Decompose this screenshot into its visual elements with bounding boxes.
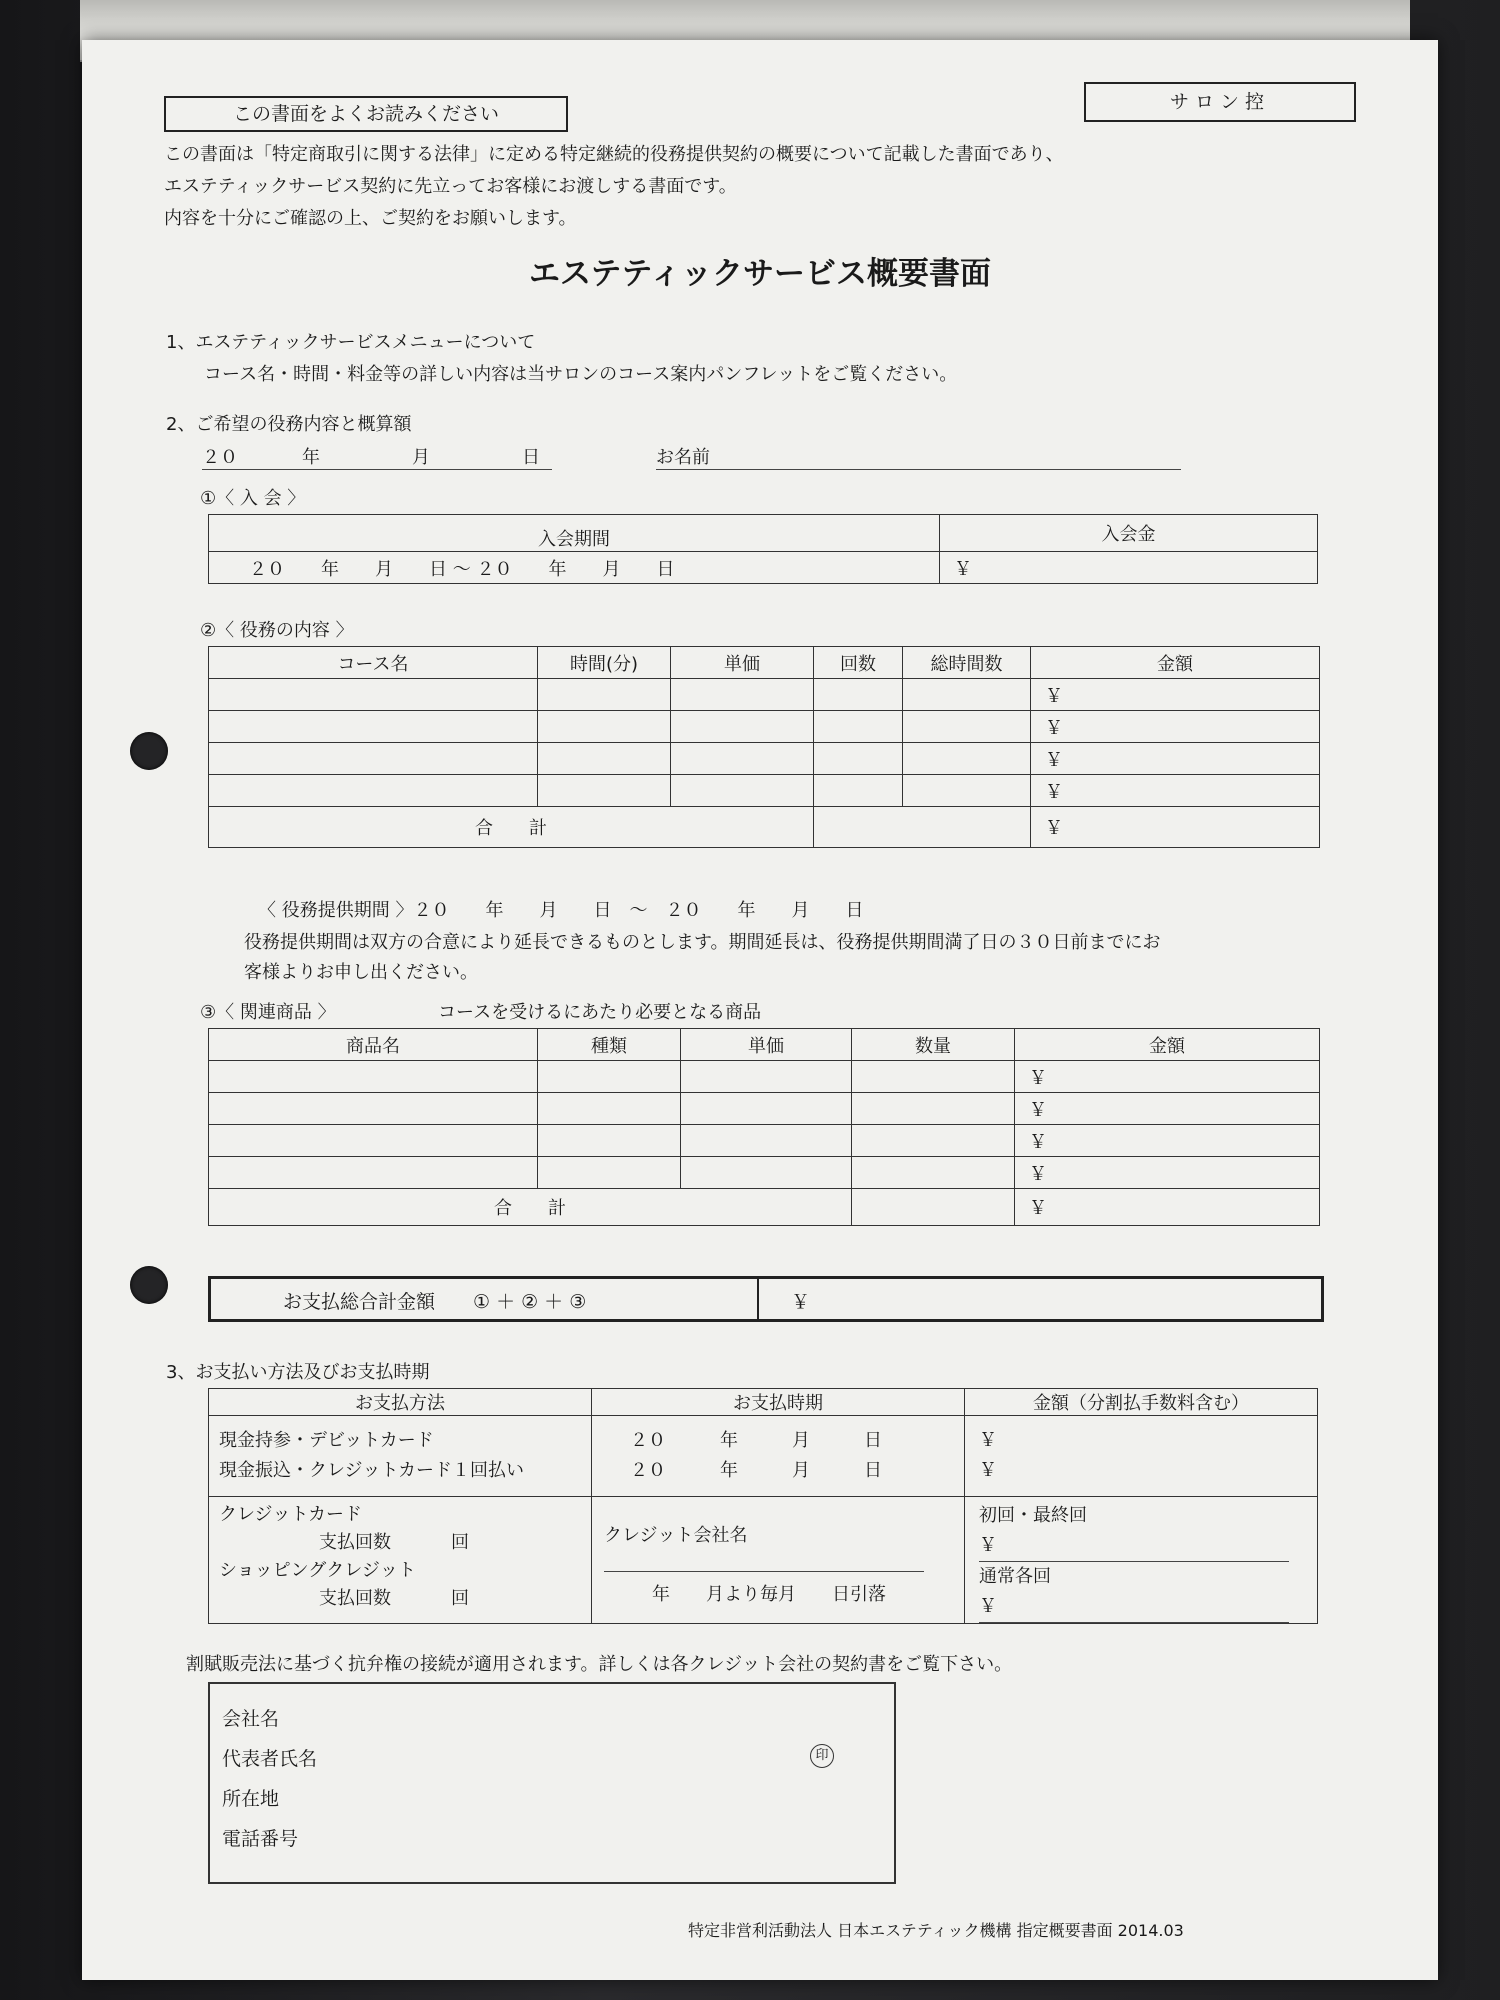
grand-total-label: お支払総合計金額 ① ＋ ② ＋ ③ <box>283 1291 587 1313</box>
document-page <box>82 40 1438 1980</box>
services-header-amount: 金額 <box>1031 647 1320 679</box>
payment-amount-credit[interactable]: 初回・最終回 ￥ 通常各回 ￥ <box>965 1497 1318 1624</box>
service-period-line: 〈 役務提供期間 〉２０ 年 月 日 ～ ２０ 年 月 日 <box>258 900 864 921</box>
amount-cell[interactable]: ￥ <box>1015 1157 1320 1189</box>
intro-line: 内容を十分にご確認の上、ご契約をお願いします。 <box>164 208 577 229</box>
products-header-type: 種類 <box>538 1029 681 1061</box>
table-row <box>209 711 1320 743</box>
company-info-box <box>208 1682 896 1884</box>
section1-heading: 1、エステティックサービスメニューについて <box>166 332 536 353</box>
customer-name-field[interactable]: お名前 <box>656 443 1181 470</box>
punch-hole <box>130 732 168 770</box>
table-row <box>209 1061 1320 1093</box>
services-header-unit-price: 単価 <box>671 647 814 679</box>
products-header-quantity: 数量 <box>852 1029 1015 1061</box>
payment-method-cash: 現金持参・デビットカード 現金振込・クレジットカード１回払い <box>209 1416 592 1497</box>
payment-timing-cash[interactable]: ２０ 年 月 日 ２０ 年 月 日 <box>592 1416 965 1497</box>
enrollment-period-value[interactable]: ２０ 年 月 日 ～ ２０ 年 月 日 <box>209 552 940 584</box>
payment-header-timing: お支払時期 <box>592 1389 965 1416</box>
amount-cell[interactable]: ￥ <box>1031 775 1320 807</box>
intro-line: この書面は「特定商取引に関する法律」に定める特定継続的役務提供契約の概要について記載した書面であり、 <box>164 144 1064 165</box>
payment-header-method: お支払方法 <box>209 1389 592 1416</box>
table-row <box>209 743 1320 775</box>
table-row <box>209 679 1320 711</box>
products-table <box>208 1028 1320 1226</box>
enrollment-fee-header: 入会金 <box>940 515 1318 552</box>
products-heading-note: コースを受けるにあたり必要となる商品 <box>438 1002 762 1023</box>
service-period-note: 役務提供期間は双方の合意により延長できるものとします。期間延長は、役務提供期間満了日の３０日前までにお <box>244 932 1161 953</box>
payment-table <box>208 1388 1318 1624</box>
services-header-total-hours: 総時間数 <box>903 647 1031 679</box>
contract-date-line: ２０ 年 月 日 <box>202 443 552 470</box>
grand-total-box <box>208 1276 1324 1322</box>
enrollment-table <box>208 514 1318 584</box>
services-header-count: 回数 <box>814 647 903 679</box>
phone-label: 電話番号 <box>222 1828 299 1850</box>
company-name-label: 会社名 <box>222 1708 280 1730</box>
section3-heading: 3、お支払い方法及びお支払時期 <box>166 1362 430 1383</box>
copy-label: サロン控 <box>1084 82 1356 122</box>
footer-text: 特定非営利活動法人 日本エステティック機構 指定概要書面 2014.03 <box>688 1921 1184 1940</box>
intro-line: エステティックサービス契約に先立ってお客様にお渡しする書面です。 <box>164 176 737 197</box>
credit-company-field[interactable] <box>604 1547 924 1572</box>
page-title: エステティックサービス概要書面 <box>529 256 991 292</box>
amount-cell[interactable]: ￥ <box>1015 1061 1320 1093</box>
products-header-amount: 金額 <box>1015 1029 1320 1061</box>
amount-cell[interactable]: ￥ <box>1031 711 1320 743</box>
payment-header-amount: 金額（分割払手数料含む） <box>965 1389 1318 1416</box>
products-header-name: 商品名 <box>209 1029 538 1061</box>
products-header-unit-price: 単価 <box>681 1029 852 1061</box>
table-row <box>209 775 1320 807</box>
representative-label: 代表者氏名 <box>222 1748 318 1770</box>
amount-cell[interactable]: ￥ <box>1031 743 1320 775</box>
enrollment-period-header: 入会期間 <box>209 515 940 552</box>
services-header-course: コース名 <box>209 647 538 679</box>
address-label: 所在地 <box>222 1788 280 1810</box>
services-heading: ②〈 役務の内容 〉 <box>200 620 354 641</box>
products-heading: ③〈 関連商品 〉 <box>200 1002 336 1023</box>
services-total-amount[interactable]: ￥ <box>1031 807 1320 848</box>
divider <box>757 1279 759 1319</box>
enrollment-fee-value[interactable]: ￥ <box>940 552 1318 584</box>
payment-amount-cash[interactable]: ￥ ￥ <box>965 1416 1318 1497</box>
credit-notice: 割賦販売法に基づく抗弁権の接続が適用されます。詳しくは各クレジット会社の契約書をご覧下さい。 <box>186 1654 1013 1675</box>
services-header-time: 時間(分) <box>538 647 671 679</box>
seal-mark: 印 <box>810 1744 834 1768</box>
amount-cell[interactable]: ￥ <box>1031 679 1320 711</box>
payment-method-credit: クレジットカード 支払回数 回 ショッピングクレジット 支払回数 回 <box>209 1497 592 1624</box>
table-row <box>209 1093 1320 1125</box>
payment-timing-credit[interactable]: クレジット会社名 年 月より毎月 日引落 <box>592 1497 965 1624</box>
products-total-label: 合 計 <box>209 1189 852 1226</box>
section2-heading: 2、ご希望の役務内容と概算額 <box>166 414 412 435</box>
service-period-note: 客様よりお申し出ください。 <box>244 962 478 983</box>
amount-cell[interactable]: ￥ <box>1015 1093 1320 1125</box>
amount-cell[interactable]: ￥ <box>1015 1125 1320 1157</box>
table-row <box>209 1157 1320 1189</box>
products-total-amount[interactable]: ￥ <box>1015 1189 1320 1226</box>
grand-total-amount[interactable]: ￥ <box>791 1291 811 1313</box>
services-table <box>208 646 1320 848</box>
notice-box: この書面をよくお読みください <box>164 96 568 132</box>
punch-hole <box>130 1266 168 1304</box>
section1-text: コース名・時間・料金等の詳しい内容は当サロンのコース案内パンフレットをご覧ください。 <box>204 364 958 385</box>
table-row <box>209 1125 1320 1157</box>
enrollment-heading: ①〈 入 会 〉 <box>200 488 306 509</box>
services-total-label: 合 計 <box>209 807 814 848</box>
